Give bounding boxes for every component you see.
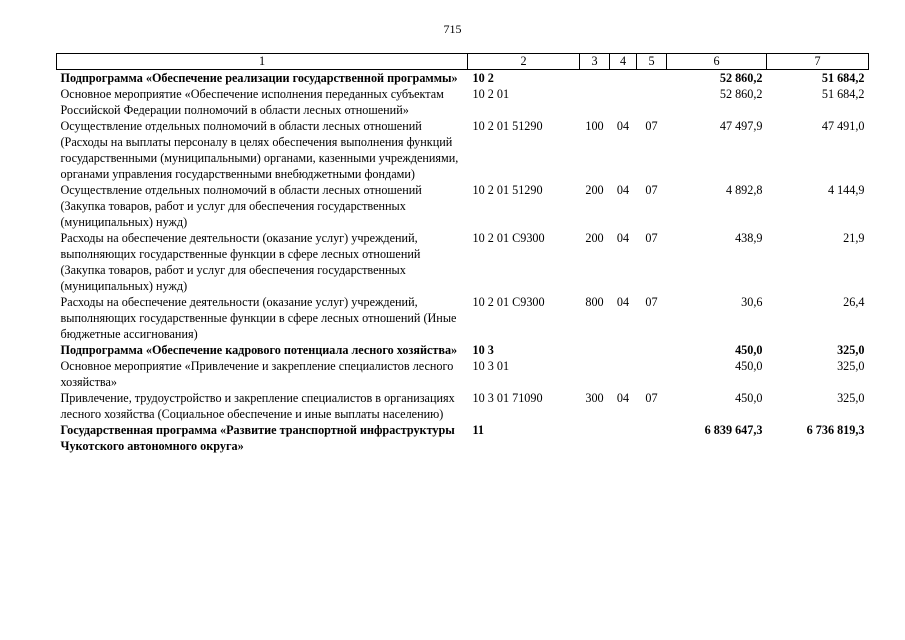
table-row: [57, 358, 869, 390]
row-name-cell: Привлечение, трудоустройство и закрепление специалистов в организациях лесного хозяйства (Социальное обеспечение и иные выплаты населению): [60, 391, 455, 421]
row-col5-cell: 07: [645, 295, 658, 309]
table-row: [57, 86, 869, 118]
row-name-cell: Государственная программа «Развитие транспортной инфраструктуры Чукотского автономного округа»: [60, 423, 455, 453]
row-col4-cell: 04: [616, 119, 630, 133]
row-code-cell: 11: [472, 423, 485, 437]
row-col3-cell: [580, 358, 610, 390]
row-name-cell: Основное мероприятие «Привлечение и закрепление специалистов лесного хозяйства»: [60, 359, 454, 389]
row-value7-cell: 21,9: [843, 231, 865, 245]
page-number: 715: [443, 22, 462, 36]
table-row: [57, 294, 869, 342]
column-header: 4: [610, 54, 637, 70]
row-col4-cell: 04: [616, 183, 630, 197]
row-col3-cell: 200: [585, 183, 604, 197]
table-row: [57, 342, 869, 358]
row-col5-cell: [637, 70, 667, 87]
row-code-cell: 10 2 01 С9300: [472, 295, 545, 309]
row-value6-cell: 450,0: [735, 391, 763, 405]
row-value6-cell: 450,0: [735, 343, 763, 357]
row-col3-cell: [580, 342, 610, 358]
table-row: [57, 390, 869, 422]
row-value6-cell: 6 839 647,3: [704, 423, 763, 437]
row-col4-cell: [610, 358, 637, 390]
row-col4-cell: [610, 422, 637, 454]
row-col5-cell: [637, 422, 667, 454]
row-col4-cell: 04: [616, 391, 630, 405]
row-value6-cell: 4 892,8: [725, 183, 763, 197]
row-col3-cell: 800: [585, 295, 604, 309]
row-code-cell: 10 3 01 71090: [472, 391, 543, 405]
column-header: 3: [580, 54, 610, 70]
row-code-cell: 10 2 01: [472, 87, 510, 101]
table-header-row: [57, 54, 869, 70]
row-value7-cell: 325,0: [837, 359, 865, 373]
row-col4-cell: 04: [616, 295, 630, 309]
table-row: [57, 118, 869, 182]
row-value7-cell: 47 491,0: [821, 119, 865, 133]
row-value7-cell: 51 684,2: [821, 71, 865, 85]
row-col5-cell: 07: [645, 119, 658, 133]
row-name-cell: Расходы на обеспечение деятельности (оказание услуг) учреждений, выполняющих государственные функции в сфере лесных отношений (Закупка товаров, работ и услуг для обеспечения государственных (муниципальных) нужд): [60, 231, 421, 293]
row-col5-cell: 07: [645, 231, 658, 245]
row-name-cell: Расходы на обеспечение деятельности (оказание услуг) учреждений, выполняющих государственные функции в сфере лесных отношений (Иные бюджетные ассигнования): [60, 295, 457, 341]
row-col3-cell: 200: [585, 231, 604, 245]
column-header: 6: [667, 54, 767, 70]
row-value6-cell: 52 860,2: [719, 87, 763, 101]
column-header: 2: [468, 54, 580, 70]
row-name-cell: Осуществление отдельных полномочий в области лесных отношений (Закупка товаров, работ и услуг для обеспечения государственных (муниципальных) нужд): [60, 183, 422, 229]
row-code-cell: 10 2 01 С9300: [472, 231, 545, 245]
column-header: 7: [767, 54, 869, 70]
table-row: [57, 422, 869, 454]
row-col5-cell: 07: [645, 183, 658, 197]
row-col4-cell: 04: [616, 231, 630, 245]
row-col3-cell: [580, 86, 610, 118]
row-code-cell: 10 2 01 51290: [472, 119, 543, 133]
row-col3-cell: 100: [585, 119, 604, 133]
row-col3-cell: 300: [585, 391, 604, 405]
row-name-cell: Осуществление отдельных полномочий в области лесных отношений (Расходы на выплаты персоналу в целях обеспечения выполнения функций государственными (муниципальными) органами, казенными учреждениями, органами управления государственными внебюджетными фондами): [60, 119, 459, 181]
row-col5-cell: [637, 86, 667, 118]
table-row: [57, 230, 869, 294]
row-col4-cell: [610, 342, 637, 358]
row-value7-cell: 6 736 819,3: [806, 423, 865, 437]
row-value6-cell: 450,0: [735, 359, 763, 373]
row-col5-cell: [637, 342, 667, 358]
row-col3-cell: [580, 70, 610, 87]
budget-table: [56, 53, 869, 454]
table-body: [57, 70, 869, 455]
table-row: [57, 70, 869, 87]
column-header: 1: [57, 54, 468, 70]
row-col5-cell: [637, 358, 667, 390]
row-name-cell: Подпрограмма «Обеспечение кадрового потенциала лесного хозяйства»: [60, 343, 458, 357]
row-col5-cell: 07: [645, 391, 658, 405]
row-col4-cell: [610, 86, 637, 118]
row-col3-cell: [580, 422, 610, 454]
row-value6-cell: 52 860,2: [719, 71, 763, 85]
row-value7-cell: 325,0: [837, 391, 865, 405]
row-value6-cell: 47 497,9: [719, 119, 763, 133]
row-code-cell: 10 3: [472, 343, 494, 357]
row-value7-cell: 51 684,2: [821, 87, 865, 101]
row-name-cell: Подпрограмма «Обеспечение реализации государственной программы»: [60, 71, 458, 85]
row-value7-cell: 4 144,9: [827, 183, 865, 197]
row-value6-cell: 438,9: [735, 231, 763, 245]
row-code-cell: 10 3 01: [472, 359, 510, 373]
row-value6-cell: 30,6: [741, 295, 763, 309]
column-header: 5: [637, 54, 667, 70]
row-value7-cell: 325,0: [837, 343, 865, 357]
table-row: [57, 182, 869, 230]
row-code-cell: 10 2 01 51290: [472, 183, 543, 197]
row-value7-cell: 26,4: [843, 295, 865, 309]
row-col4-cell: [610, 70, 637, 87]
row-name-cell: Основное мероприятие «Обеспечение исполнения переданных субъектам Российской Федерации полномочий в области лесных отношений»: [60, 87, 444, 117]
row-code-cell: 10 2: [472, 71, 494, 85]
